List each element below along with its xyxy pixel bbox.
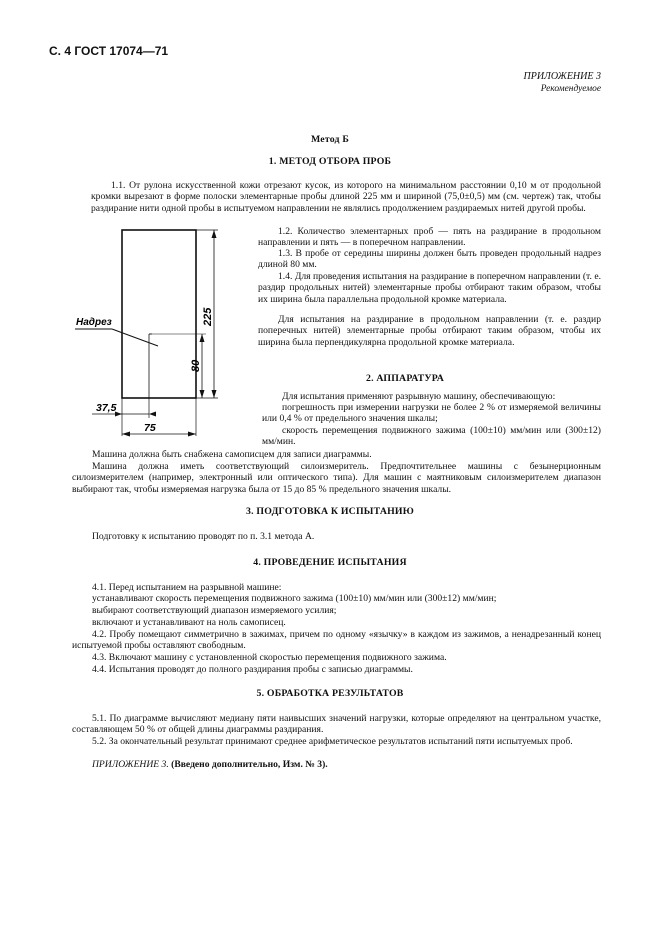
paragraph-recorder: Машина должна быть снабжена самописцем для записи диаграммы. — [92, 449, 372, 460]
amendment-appendix: ПРИЛОЖЕНИЕ 3. — [92, 759, 169, 770]
section-2-title: 2. АППАРАТУРА — [365, 373, 445, 384]
amendment-note — [72, 759, 601, 770]
apparatus-item-2: скорость перемещения подвижного зажима (100±10) мм/мин или (300±12) мм/мин. — [262, 425, 601, 448]
section-4-title: 4. ПРОВЕДЕНИЕ ИСПЫТАНИЯ — [253, 557, 407, 568]
appendix-number: ПРИЛОЖЕНИЕ 3 — [523, 71, 601, 82]
apparatus-intro: Для испытания применяют разрывную машину, обеспечивающую: — [282, 391, 556, 402]
paragraph-1-3: 1.3. В пробе от середины ширины должен быть проведен продольный надрез длиной 80 мм. — [258, 248, 601, 271]
notch-label: Надрез — [76, 317, 112, 328]
dim-label-75: 75 — [144, 422, 156, 434]
list-item-recorder: включают и устанавливают на ноль самописец. — [92, 617, 286, 628]
dim-label-80: 80 — [190, 359, 202, 372]
section-5-title: 5. ОБРАБОТКА РЕЗУЛЬТАТОВ — [256, 688, 404, 699]
list-item-speed: устанавливают скорость перемещения подвижного зажима (100±10) мм/мин или (300±12) мм/мин; — [92, 593, 497, 604]
paragraph-1-1: 1.1. От рулона искусственной кожи отрезают кусок, из которого на минимальном расстоянии 0,10 м от продольной кромки вырезают в форме полоски элементарные пробы длиной 225 мм и шириной (75,0±0,5) мм (см. чертеж) так, чтобы раздирание нити одной пробы в испытуемом направлении не являлись продолжением раздираемых нитей другой пробы. — [91, 180, 601, 214]
paragraph-1-4b: Для испытания на раздирание в продольном направлении (т. е. раздир поперечных нитей) элементарные пробы отбирают таким образом, чтобы их ширина была перпендикулярна продольной кромке материала. — [258, 314, 601, 348]
paragraph-5-2: 5.2. За окончательный результат принимают среднее арифметическое результатов испытаний пяти испытуемых проб. — [92, 736, 573, 747]
specimen-outline — [122, 230, 196, 398]
list-item-range: выбирают соответствующий диапазон измеряемого усилия; — [92, 605, 337, 616]
paragraph-force-meter: Машина должна иметь соответствующий силоизмеритель. Предпочтительнее машины с безынерционным силоизмерителем (например, электронный или оптического типа). Для машин с маятниковым силоизмерителем диапазон выбирают так, чтобы измеряемая нагрузка была от 15 до 85 % предельного значения шкалы. — [72, 461, 601, 495]
paragraph-5-1: 5.1. По диаграмме вычисляют медиану пяти наивысших значений нагрузки, которые определяют на центральном участке, составляющем 50 % от общей длины диаграммы раздирания. — [72, 713, 601, 736]
appendix-label — [470, 71, 601, 95]
dim-label-37-5: 37,5 — [96, 402, 117, 414]
page-header: С. 4 ГОСТ 17074—71 — [49, 44, 169, 58]
appendix-note: Рекомендуемое — [540, 84, 601, 94]
paragraph-4-2: 4.2. Пробу помещают симметрично в зажимах, причем по одному «язычку» в каждом из зажимов, а ненадрезанный конец испытуемой пробы оставляют свободным. — [72, 629, 601, 652]
amendment-text: (Введено дополнительно, Изм. № 3). — [171, 759, 328, 770]
paragraph-4-1: 4.1. Перед испытанием на разрывной машине: — [92, 582, 282, 593]
apparatus-item-1: погрешность при измерении нагрузки не более 2 % от измеряемой величины или 0,4 % от предельного значения шкалы; — [262, 402, 601, 425]
method-title: Метод Б — [310, 134, 350, 145]
paragraph-1-2: 1.2. Количество элементарных проб — пять на раздирание в продольном направлении и пять — в поперечном направлении. — [258, 226, 601, 249]
dim-label-225: 225 — [202, 307, 214, 326]
specimen-drawing — [60, 222, 260, 442]
notch-leader — [112, 329, 158, 346]
paragraph-1-4: 1.4. Для проведения испытания на раздирание в поперечном направлении (т. е. раздир продольных нитей) элементарные пробы отбирают таким образом, чтобы их ширина была параллельна продольной кромке материала. — [258, 271, 601, 305]
paragraph-3: Подготовку к испытанию проводят по п. 3.1 метода А. — [92, 531, 315, 542]
section-3-title: 3. ПОДГОТОВКА К ИСПЫТАНИЮ — [246, 506, 414, 517]
paragraph-4-3: 4.3. Включают машину с установленной скоростью перемещения подвижного зажима. — [92, 652, 447, 663]
paragraph-4-4: 4.4. Испытания проводят до полного раздирания пробы с записью диаграммы. — [92, 664, 413, 675]
section-1-title: 1. МЕТОД ОТБОРА ПРОБ — [268, 156, 392, 167]
